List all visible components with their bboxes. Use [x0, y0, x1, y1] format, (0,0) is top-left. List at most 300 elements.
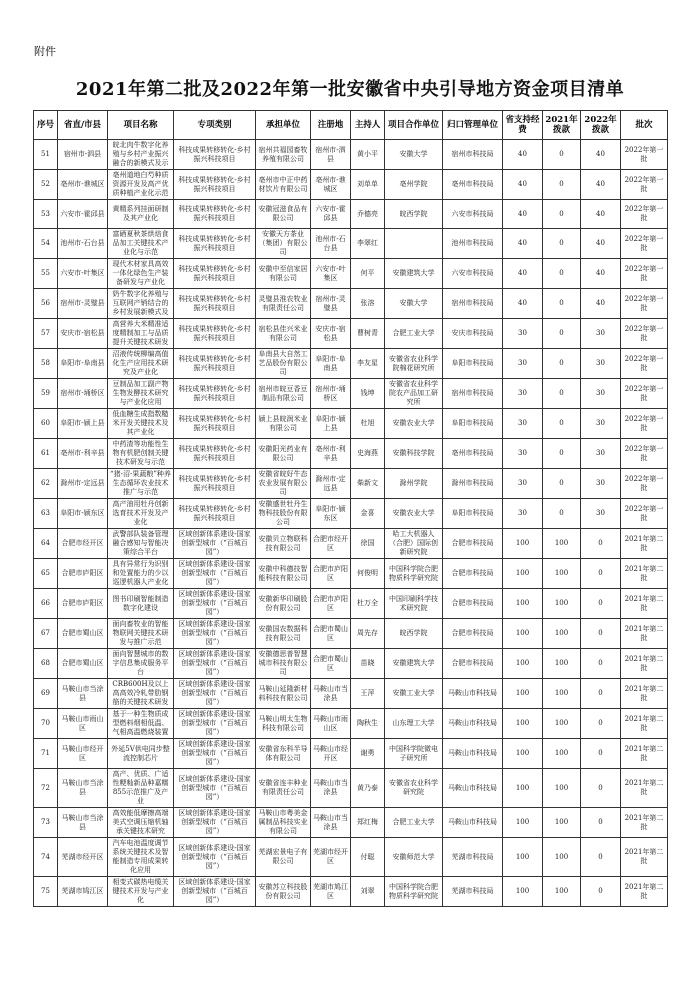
- cell-no: 68: [34, 649, 58, 679]
- cell-no: 57: [34, 319, 58, 349]
- cell-fund: 40: [503, 140, 543, 170]
- cell-partner: 安徽大学: [385, 289, 443, 319]
- cell-fund: 100: [503, 709, 543, 739]
- cell-registration: 合肥市庐阳区: [311, 559, 351, 589]
- cell-category: 科技成果转移转化-乡村振兴科技项目: [174, 409, 256, 439]
- cell-unit: 安徽阳光药业有限公司: [256, 439, 311, 469]
- cell-2022: 30: [581, 379, 621, 409]
- cell-leader: 付聪: [351, 838, 385, 877]
- col-header-leader: 主持人: [351, 111, 385, 140]
- cell-region: 池州市-石台县: [58, 229, 108, 259]
- table-row: [34, 319, 668, 349]
- cell-unit: 安徽苏立科技股份有限公司: [256, 877, 311, 907]
- cell-fund: 100: [503, 808, 543, 838]
- cell-leader: 乔德亮: [351, 200, 385, 229]
- cell-partner: 皖西学院: [385, 619, 443, 649]
- cell-region: 安庆市-宿松县: [58, 319, 108, 349]
- cell-no: 62: [34, 469, 58, 499]
- cell-leader: 李翠红: [351, 229, 385, 259]
- cell-no: 65: [34, 559, 58, 589]
- cell-region: 宿州市-埇桥区: [58, 379, 108, 409]
- cell-category: 科技成果转移转化-乡村振兴科技项目: [174, 170, 256, 200]
- cell-region: 合肥市庐阳区: [58, 589, 108, 619]
- cell-registration: 马鞍山市雨山区: [311, 709, 351, 739]
- cell-no: 61: [34, 439, 58, 469]
- cell-2021: 0: [543, 229, 581, 259]
- cell-management: 马鞍山市科技局: [443, 769, 503, 808]
- cell-category: 区域创新体系建设-国家创新型城市（“百城百园”）: [174, 529, 256, 559]
- cell-leader: 黄乃泰: [351, 769, 385, 808]
- cell-registration: 阜阳市-颍东区: [311, 499, 351, 529]
- table-row: [34, 679, 668, 709]
- cell-no: 63: [34, 499, 58, 529]
- cell-partner: 中国印刷科学技术研究院: [385, 589, 443, 619]
- cell-management: 马鞍山市科技局: [443, 739, 503, 769]
- cell-fund: 30: [503, 379, 543, 409]
- cell-2021: 100: [543, 679, 581, 709]
- cell-project-name: 黄精系列挂面研制及其产业化: [108, 200, 174, 229]
- col-header-unit: 承担单位: [256, 111, 311, 140]
- cell-management: 宿州市科技局: [443, 379, 503, 409]
- cell-leader: 苗晓: [351, 649, 385, 679]
- cell-batch: 2022年第一批: [621, 229, 668, 259]
- cell-batch: 2022年第一批: [621, 439, 668, 469]
- cell-management: 合肥市科技局: [443, 619, 503, 649]
- table-row: [34, 409, 668, 439]
- cell-no: 52: [34, 170, 58, 200]
- document-title: 2021年第二批及2022年第一批安徽省中央引导地方资金项目清单: [75, 79, 625, 100]
- cell-management: 合肥市科技局: [443, 529, 503, 559]
- cell-management: 宿州市科技局: [443, 140, 503, 170]
- cell-leader: 王萍: [351, 679, 385, 709]
- cell-category: 区域创新体系建设-国家创新型城市（“百城百园”）: [174, 709, 256, 739]
- cell-2021: 0: [543, 170, 581, 200]
- cell-2021: 100: [543, 529, 581, 559]
- col-header-category: 专项类别: [174, 111, 256, 140]
- cell-no: 72: [34, 769, 58, 808]
- cell-region: 马鞍山市当涂县: [58, 679, 108, 709]
- cell-batch: 2022年第一批: [621, 289, 668, 319]
- cell-category: 科技成果转移转化-乡村振兴科技项目: [174, 349, 256, 379]
- table-row: [34, 619, 668, 649]
- cell-leader: 刘单单: [351, 170, 385, 200]
- cell-leader: 柴新文: [351, 469, 385, 499]
- cell-project-name: 面向智慧城市的数字信息集成服务平台: [108, 649, 174, 679]
- table-row: [34, 769, 668, 808]
- cell-unit: 安徽贝立物联科技有限公司: [256, 529, 311, 559]
- cell-2022: 0: [581, 838, 621, 877]
- cell-project-name: 富硒夏秋茶烘焙食品加工关键技术产业化与示范: [108, 229, 174, 259]
- cell-unit: 灵璧县淮农牧业有限责任公司: [256, 289, 311, 319]
- cell-partner: 安徽省农业科学研究院: [385, 769, 443, 808]
- cell-fund: 40: [503, 229, 543, 259]
- cell-batch: 2021年第二批: [621, 619, 668, 649]
- cell-project-name: 图书印刷智能制造数字化建设: [108, 589, 174, 619]
- cell-batch: 2022年第一批: [621, 319, 668, 349]
- col-header-batch: 批次: [621, 111, 668, 140]
- cell-unit: 安徽天方茶业（集团）有限公司: [256, 229, 311, 259]
- cell-unit: 安徽国农数据科技有限公司: [256, 619, 311, 649]
- table-row: [34, 559, 668, 589]
- table-row: [34, 140, 668, 170]
- cell-project-name: 亳州道地白芍种质资源开发及高产优质种植产业化示范: [108, 170, 174, 200]
- cell-fund: 30: [503, 469, 543, 499]
- cell-fund: 40: [503, 289, 543, 319]
- cell-fund: 40: [503, 200, 543, 229]
- cell-leader: 何平: [351, 259, 385, 289]
- cell-management: 阜阳市科技局: [443, 349, 503, 379]
- cell-project-name: 奶牛数字化养殖与互联网产销结合的乡村发展新模式及: [108, 289, 174, 319]
- cell-management: 马鞍山市科技局: [443, 709, 503, 739]
- cell-leader: 史海燕: [351, 439, 385, 469]
- table-row: [34, 349, 668, 379]
- cell-2022: 40: [581, 259, 621, 289]
- cell-leader: 曹树青: [351, 319, 385, 349]
- col-header-management: 归口管理单位: [443, 111, 503, 140]
- cell-partner: 安徽省农业科学院棉花研究所: [385, 349, 443, 379]
- cell-2022: 40: [581, 170, 621, 200]
- cell-management: 池州市科技局: [443, 229, 503, 259]
- cell-2022: 0: [581, 559, 621, 589]
- cell-2022: 40: [581, 289, 621, 319]
- cell-2021: 0: [543, 259, 581, 289]
- cell-region: 六安市-叶集区: [58, 259, 108, 289]
- cell-fund: 100: [503, 739, 543, 769]
- cell-2021: 0: [543, 469, 581, 499]
- cell-registration: 宿州市-泗县: [311, 140, 351, 170]
- cell-fund: 30: [503, 319, 543, 349]
- cell-category: 科技成果转移转化-乡村振兴科技项目: [174, 229, 256, 259]
- cell-category: 科技成果转移转化-乡村振兴科技项目: [174, 200, 256, 229]
- cell-2021: 100: [543, 589, 581, 619]
- cell-registration: 阜阳市-颍上县: [311, 409, 351, 439]
- cell-registration: 合肥市蜀山区: [311, 619, 351, 649]
- table-row: [34, 709, 668, 739]
- cell-partner: 哈工大机器人（合肥）国际创新研究院: [385, 529, 443, 559]
- col-header-registration: 注册地: [311, 111, 351, 140]
- col-header-partner: 项目合作单位: [385, 111, 443, 140]
- cell-2021: 100: [543, 559, 581, 589]
- table-row: [34, 200, 668, 229]
- cell-partner: [385, 229, 443, 259]
- cell-2022: 0: [581, 589, 621, 619]
- cell-2022: 30: [581, 349, 621, 379]
- cell-project-name: CRB600H及以上高高效冷轧带肋钢筋的关键技术研发: [108, 679, 174, 709]
- cell-registration: 合肥市庐阳区: [311, 589, 351, 619]
- cell-registration: 六安市-霍邱县: [311, 200, 351, 229]
- cell-no: 51: [34, 140, 58, 170]
- cell-region: 合肥市庐阳区: [58, 559, 108, 589]
- cell-batch: 2021年第二批: [621, 679, 668, 709]
- cell-region: 马鞍山市当涂县: [58, 769, 108, 808]
- cell-leader: 郑红梅: [351, 808, 385, 838]
- attachment-label: 附件: [34, 45, 56, 58]
- cell-fund: 30: [503, 499, 543, 529]
- cell-project-name: 外延5V供电同步整流控制芯片: [108, 739, 174, 769]
- cell-partner: 中国科学院微电子研究所: [385, 739, 443, 769]
- cell-batch: 2021年第二批: [621, 529, 668, 559]
- col-header-2021: 2021年拨款: [543, 111, 581, 140]
- cell-batch: 2021年第二批: [621, 838, 668, 877]
- cell-partner: 安徽大学: [385, 140, 443, 170]
- cell-registration: 亳州市-谯城区: [311, 170, 351, 200]
- cell-2022: 0: [581, 769, 621, 808]
- cell-region: 合肥市经开区: [58, 529, 108, 559]
- cell-registration: 马鞍山市当涂县: [311, 679, 351, 709]
- cell-no: 74: [34, 838, 58, 877]
- cell-2021: 100: [543, 709, 581, 739]
- cell-registration: 芜湖市经开区: [311, 838, 351, 877]
- cell-unit: 安徽中至信家居有限公司: [256, 259, 311, 289]
- cell-batch: 2021年第二批: [621, 559, 668, 589]
- cell-no: 71: [34, 739, 58, 769]
- cell-2021: 0: [543, 379, 581, 409]
- cell-2022: 0: [581, 529, 621, 559]
- cell-2022: 30: [581, 439, 621, 469]
- cell-region: 亳州市-谯城区: [58, 170, 108, 200]
- table-row: [34, 439, 668, 469]
- cell-management: 马鞍山市科技局: [443, 808, 503, 838]
- cell-2021: 0: [543, 319, 581, 349]
- cell-management: 六安市科技局: [443, 259, 503, 289]
- cell-2021: 100: [543, 619, 581, 649]
- cell-registration: 马鞍山市经开区: [311, 739, 351, 769]
- cell-project-name: 沼液传统柳编高值化生产应用技术研究及产业化: [108, 349, 174, 379]
- cell-no: 58: [34, 349, 58, 379]
- col-header-project-name: 项目名称: [108, 111, 174, 140]
- cell-unit: 马鞍山延隆新材料科技有限公司: [256, 679, 311, 709]
- cell-batch: 2021年第二批: [621, 649, 668, 679]
- cell-fund: 100: [503, 769, 543, 808]
- cell-project-name: 低血糖生成指数糙米开发关键技术及其产业化: [108, 409, 174, 439]
- cell-no: 56: [34, 289, 58, 319]
- cell-2022: 30: [581, 499, 621, 529]
- cell-no: 66: [34, 589, 58, 619]
- project-table: [33, 110, 668, 907]
- cell-2022: 40: [581, 229, 621, 259]
- cell-region: 阜阳市-颍东区: [58, 499, 108, 529]
- cell-unit: 安徽冠滋食品有限公司: [256, 200, 311, 229]
- cell-region: 阜阳市-颍上县: [58, 409, 108, 439]
- cell-category: 区域创新体系建设-国家创新型城市（“百城百园”）: [174, 808, 256, 838]
- col-header-no: 序号: [34, 111, 58, 140]
- cell-leader: 陶秋生: [351, 709, 385, 739]
- cell-registration: 合肥市经开区: [311, 529, 351, 559]
- cell-2021: 100: [543, 877, 581, 907]
- cell-unit: 宿州市皖豆香豆制品有限公司: [256, 379, 311, 409]
- table-row: [34, 289, 668, 319]
- cell-batch: 2021年第二批: [621, 709, 668, 739]
- cell-project-name: 皖北肉牛数字化养殖与乡村产业振兴融合的新模式及示: [108, 140, 174, 170]
- cell-partner: 合肥工业大学: [385, 808, 443, 838]
- cell-unit: 马鞍山市粤美金属制品科技实业有限公司: [256, 808, 311, 838]
- cell-category: 科技成果转移转化-乡村振兴科技项目: [174, 289, 256, 319]
- cell-fund: 100: [503, 877, 543, 907]
- cell-region: 亳州市-利辛县: [58, 439, 108, 469]
- cell-no: 67: [34, 619, 58, 649]
- cell-category: 科技成果转移转化-乡村振兴科技项目: [174, 319, 256, 349]
- cell-leader: 徐国: [351, 529, 385, 559]
- cell-category: 区域创新体系建设-国家创新型城市（“百城百园”）: [174, 739, 256, 769]
- cell-2022: 40: [581, 200, 621, 229]
- cell-unit: 安徽盛世牡丹生物科技股份有限公司: [256, 499, 311, 529]
- cell-registration: 宿州市-灵璧县: [311, 289, 351, 319]
- cell-category: 区域创新体系建设-国家创新型城市（“百城百园”）: [174, 679, 256, 709]
- cell-fund: 40: [503, 170, 543, 200]
- cell-2021: 0: [543, 289, 581, 319]
- cell-region: 芜湖市鸠江区: [58, 877, 108, 907]
- table-row: [34, 649, 668, 679]
- cell-project-name: 现代木材家具高效一体化绿色生产装备研发与产业化: [108, 259, 174, 289]
- table-row: [34, 499, 668, 529]
- cell-management: 宿州市科技局: [443, 289, 503, 319]
- cell-registration: 马鞍山市当涂县: [311, 769, 351, 808]
- cell-category: 科技成果转移转化-乡村振兴科技项目: [174, 439, 256, 469]
- cell-unit: 芜湖宏景电子有限公司: [256, 838, 311, 877]
- cell-registration: 宿州市-埇桥区: [311, 379, 351, 409]
- cell-project-name: 相变式碳热电缆关键技术开发与产业化: [108, 877, 174, 907]
- cell-batch: 2022年第一批: [621, 170, 668, 200]
- cell-category: 区域创新体系建设-国家创新型城市（“百城百园”）: [174, 589, 256, 619]
- cell-management: 阜阳市科技局: [443, 499, 503, 529]
- cell-fund: 100: [503, 559, 543, 589]
- cell-registration: 亳州市-利辛县: [311, 439, 351, 469]
- cell-2021: 0: [543, 439, 581, 469]
- cell-unit: 宿松县佳兴米业有限公司: [256, 319, 311, 349]
- cell-category: 科技成果转移转化-乡村振兴科技项目: [174, 259, 256, 289]
- cell-batch: 2021年第二批: [621, 769, 668, 808]
- cell-batch: 2022年第一批: [621, 469, 668, 499]
- cell-registration: 滁州市-定远县: [311, 469, 351, 499]
- cell-partner: 中国科学院合肥物质科学研究院: [385, 559, 443, 589]
- cell-management: 芜湖市科技局: [443, 838, 503, 877]
- cell-region: 滁州市-定远县: [58, 469, 108, 499]
- cell-category: 科技成果转移转化-乡村振兴科技项目: [174, 499, 256, 529]
- cell-management: 芜湖市科技局: [443, 877, 503, 907]
- cell-region: 阜阳市-阜南县: [58, 349, 108, 379]
- table-row: [34, 469, 668, 499]
- cell-batch: 2022年第一批: [621, 499, 668, 529]
- cell-2021: 100: [543, 739, 581, 769]
- cell-2022: 0: [581, 679, 621, 709]
- cell-batch: 2022年第一批: [621, 259, 668, 289]
- cell-2022: 40: [581, 140, 621, 170]
- cell-partner: 安徽农业大学: [385, 409, 443, 439]
- cell-project-name: “猪-沼-果蔬粮”种养生态循环农业技术推广与示范: [108, 469, 174, 499]
- cell-2022: 30: [581, 409, 621, 439]
- cell-partner: 滁州学院: [385, 469, 443, 499]
- cell-2022: 0: [581, 709, 621, 739]
- cell-project-name: 高产油用牡丹创新选育技术开发及产业化: [108, 499, 174, 529]
- table-body: [34, 140, 668, 907]
- cell-partner: 安徽工业大学: [385, 679, 443, 709]
- cell-batch: 2022年第一批: [621, 200, 668, 229]
- col-header-region: 省直/市县: [58, 111, 108, 140]
- cell-no: 53: [34, 200, 58, 229]
- cell-management: 合肥市科技局: [443, 649, 503, 679]
- cell-no: 55: [34, 259, 58, 289]
- cell-batch: 2022年第一批: [621, 349, 668, 379]
- cell-partner: 安徽师范大学: [385, 838, 443, 877]
- cell-no: 75: [34, 877, 58, 907]
- cell-2021: 0: [543, 349, 581, 379]
- cell-batch: 2022年第一批: [621, 379, 668, 409]
- cell-partner: 安徽农业大学: [385, 499, 443, 529]
- cell-region: 马鞍山市雨山区: [58, 709, 108, 739]
- cell-project-name: 汽车电池温度调节系统关键技术及智能制造专用成果转化应用: [108, 838, 174, 877]
- cell-category: 区域创新体系建设-国家创新型城市（“百城百园”）: [174, 559, 256, 589]
- cell-region: 宿州市-泗县: [58, 140, 108, 170]
- table-row: [34, 739, 668, 769]
- cell-region: 芜湖市经开区: [58, 838, 108, 877]
- cell-leader: 钱坤: [351, 379, 385, 409]
- cell-unit: 颍上县皖润米业有限公司: [256, 409, 311, 439]
- cell-unit: 安徽省连丰种业有限责任公司: [256, 769, 311, 808]
- cell-fund: 100: [503, 589, 543, 619]
- cell-category: 区域创新体系建设-国家创新型城市（“百城百园”）: [174, 619, 256, 649]
- cell-2021: 0: [543, 499, 581, 529]
- cell-no: 64: [34, 529, 58, 559]
- cell-unit: 安徽新华印刷股份有限公司: [256, 589, 311, 619]
- cell-category: 科技成果转移转化-乡村振兴科技项目: [174, 140, 256, 170]
- cell-category: 科技成果转移转化-乡村振兴科技项目: [174, 469, 256, 499]
- cell-2022: 0: [581, 808, 621, 838]
- col-header-fund: 省支持经费: [503, 111, 543, 140]
- cell-partner: 山东理工大学: [385, 709, 443, 739]
- cell-partner: 安徽建筑大学: [385, 259, 443, 289]
- cell-unit: 安徽德思普智慧城市科技有限公司: [256, 649, 311, 679]
- cell-2022: 30: [581, 469, 621, 499]
- cell-registration: 六安市-叶集区: [311, 259, 351, 289]
- cell-project-name: 高效能低摩擦高端美式空调压缩机轴承关键技术研究: [108, 808, 174, 838]
- cell-no: 70: [34, 709, 58, 739]
- cell-partner: 皖西学院: [385, 200, 443, 229]
- cell-2021: 100: [543, 769, 581, 808]
- cell-registration: 池州市-石台县: [311, 229, 351, 259]
- cell-registration: 安庆市-宿松县: [311, 319, 351, 349]
- cell-leader: 何俊明: [351, 559, 385, 589]
- cell-management: 六安市科技局: [443, 200, 503, 229]
- cell-region: 六安市-霍邱县: [58, 200, 108, 229]
- table-row: [34, 259, 668, 289]
- table-row: [34, 877, 668, 907]
- table-header-row: [34, 111, 668, 140]
- cell-2021: 100: [543, 808, 581, 838]
- cell-unit: 安徽中科德技智能科技有限公司: [256, 559, 311, 589]
- cell-2021: 100: [543, 649, 581, 679]
- cell-unit: 宿州共福园畜牧养殖有限公司: [256, 140, 311, 170]
- cell-category: 科技成果转移转化-乡村振兴科技项目: [174, 379, 256, 409]
- cell-leader: 刘翠: [351, 877, 385, 907]
- cell-region: 合肥市蜀山区: [58, 619, 108, 649]
- cell-category: 区域创新体系建设-国家创新型城市（“百城百园”）: [174, 769, 256, 808]
- cell-region: 宿州市-灵璧县: [58, 289, 108, 319]
- cell-leader: 李友星: [351, 349, 385, 379]
- cell-registration: 马鞍山市当涂县: [311, 808, 351, 838]
- cell-management: 滁州市科技局: [443, 469, 503, 499]
- cell-batch: 2021年第二批: [621, 739, 668, 769]
- cell-2022: 0: [581, 649, 621, 679]
- cell-management: 合肥市科技局: [443, 559, 503, 589]
- cell-management: 马鞍山市科技局: [443, 679, 503, 709]
- cell-unit: 阜南县大自然工艺品股份有限公司: [256, 349, 311, 379]
- cell-fund: 30: [503, 439, 543, 469]
- cell-no: 73: [34, 808, 58, 838]
- cell-fund: 100: [503, 619, 543, 649]
- table-row: [34, 808, 668, 838]
- cell-2022: 0: [581, 739, 621, 769]
- cell-leader: 周先存: [351, 619, 385, 649]
